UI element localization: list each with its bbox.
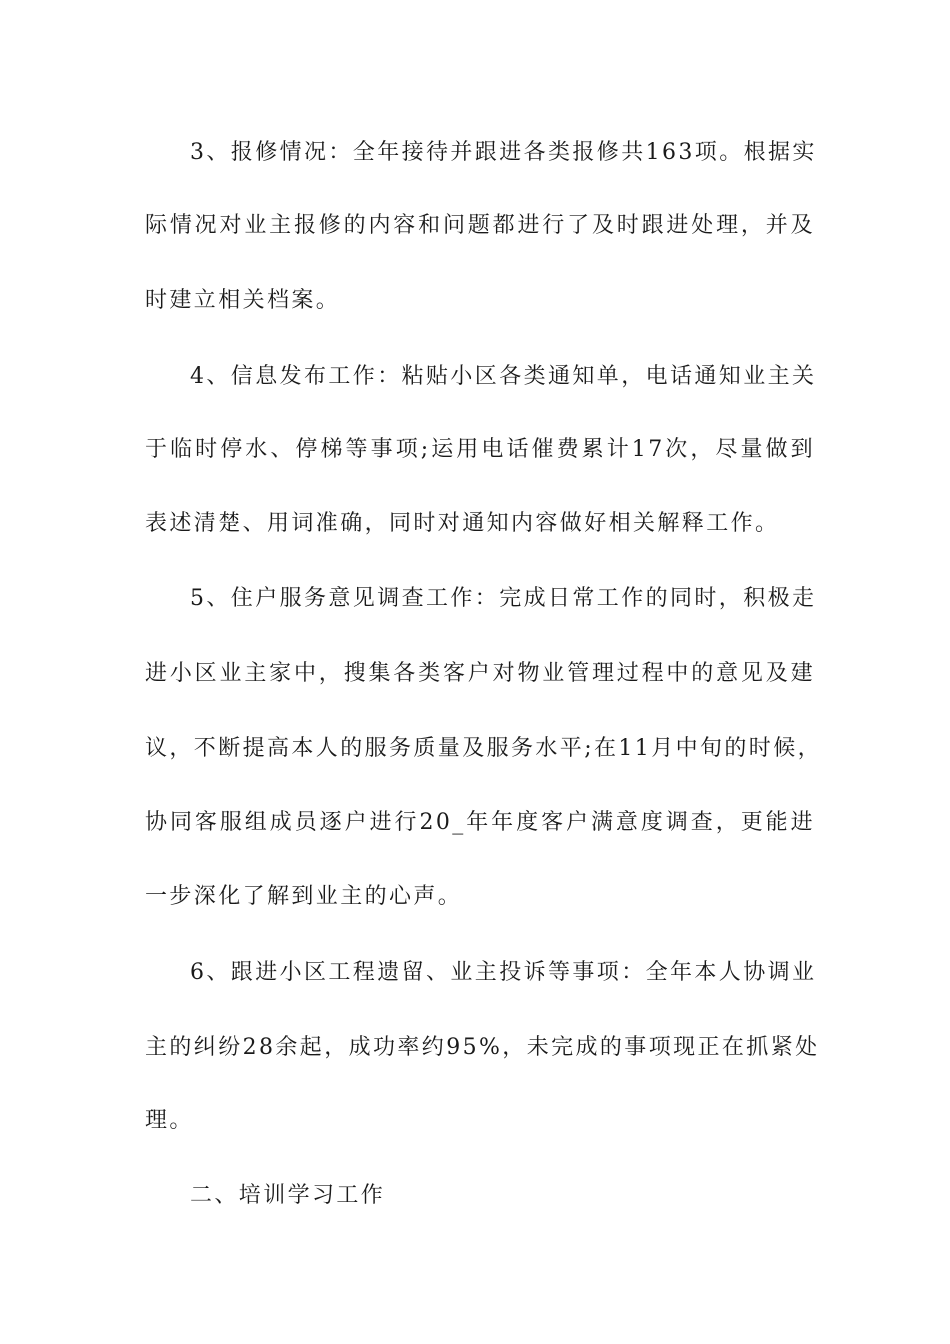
paragraph-5-line-4: 协同客服组成员逐户进行20_年年度客户满意度调查，更能进 [145,810,815,835]
paragraph-5-line-3: 议，不断提高本人的服务质量及服务水平;在11月中旬的时候， [145,736,823,761]
paragraph-6-line-1: 6、跟进小区工程遗留、业主投诉等事项：全年本人协调业 [190,960,817,985]
paragraph-5-line-5: 一步深化了解到业主的心声。 [145,884,463,909]
paragraph-6-line-3: 理。 [145,1108,194,1133]
paragraph-4-line-1: 4、信息发布工作：粘贴小区各类通知单，电话通知业主关 [190,364,817,389]
section-heading: 二、培训学习工作 [190,1183,386,1208]
paragraph-3-line-3: 时建立相关档案。 [145,288,341,313]
paragraph-4-line-3: 表述清楚、用词准确，同时对通知内容做好相关解释工作。 [145,511,780,536]
paragraph-4-line-2: 于临时停水、停梯等事项;运用电话催费累计17次，尽量做到 [145,437,815,462]
paragraph-6-line-2: 主的纠纷28余起，成功率约95%，未完成的事项现正在抓紧处 [145,1035,820,1060]
paragraph-3-line-2: 际情况对业主报修的内容和问题都进行了及时跟进处理，并及 [145,213,815,238]
paragraph-5-line-2: 进小区业主家中，搜集各类客户对物业管理过程中的意见及建 [145,661,815,686]
paragraph-5-line-1: 5、住户服务意见调查工作：完成日常工作的同时，积极走 [190,586,817,611]
paragraph-3-line-1: 3、报修情况：全年接待并跟进各类报修共163项。根据实 [190,140,817,165]
